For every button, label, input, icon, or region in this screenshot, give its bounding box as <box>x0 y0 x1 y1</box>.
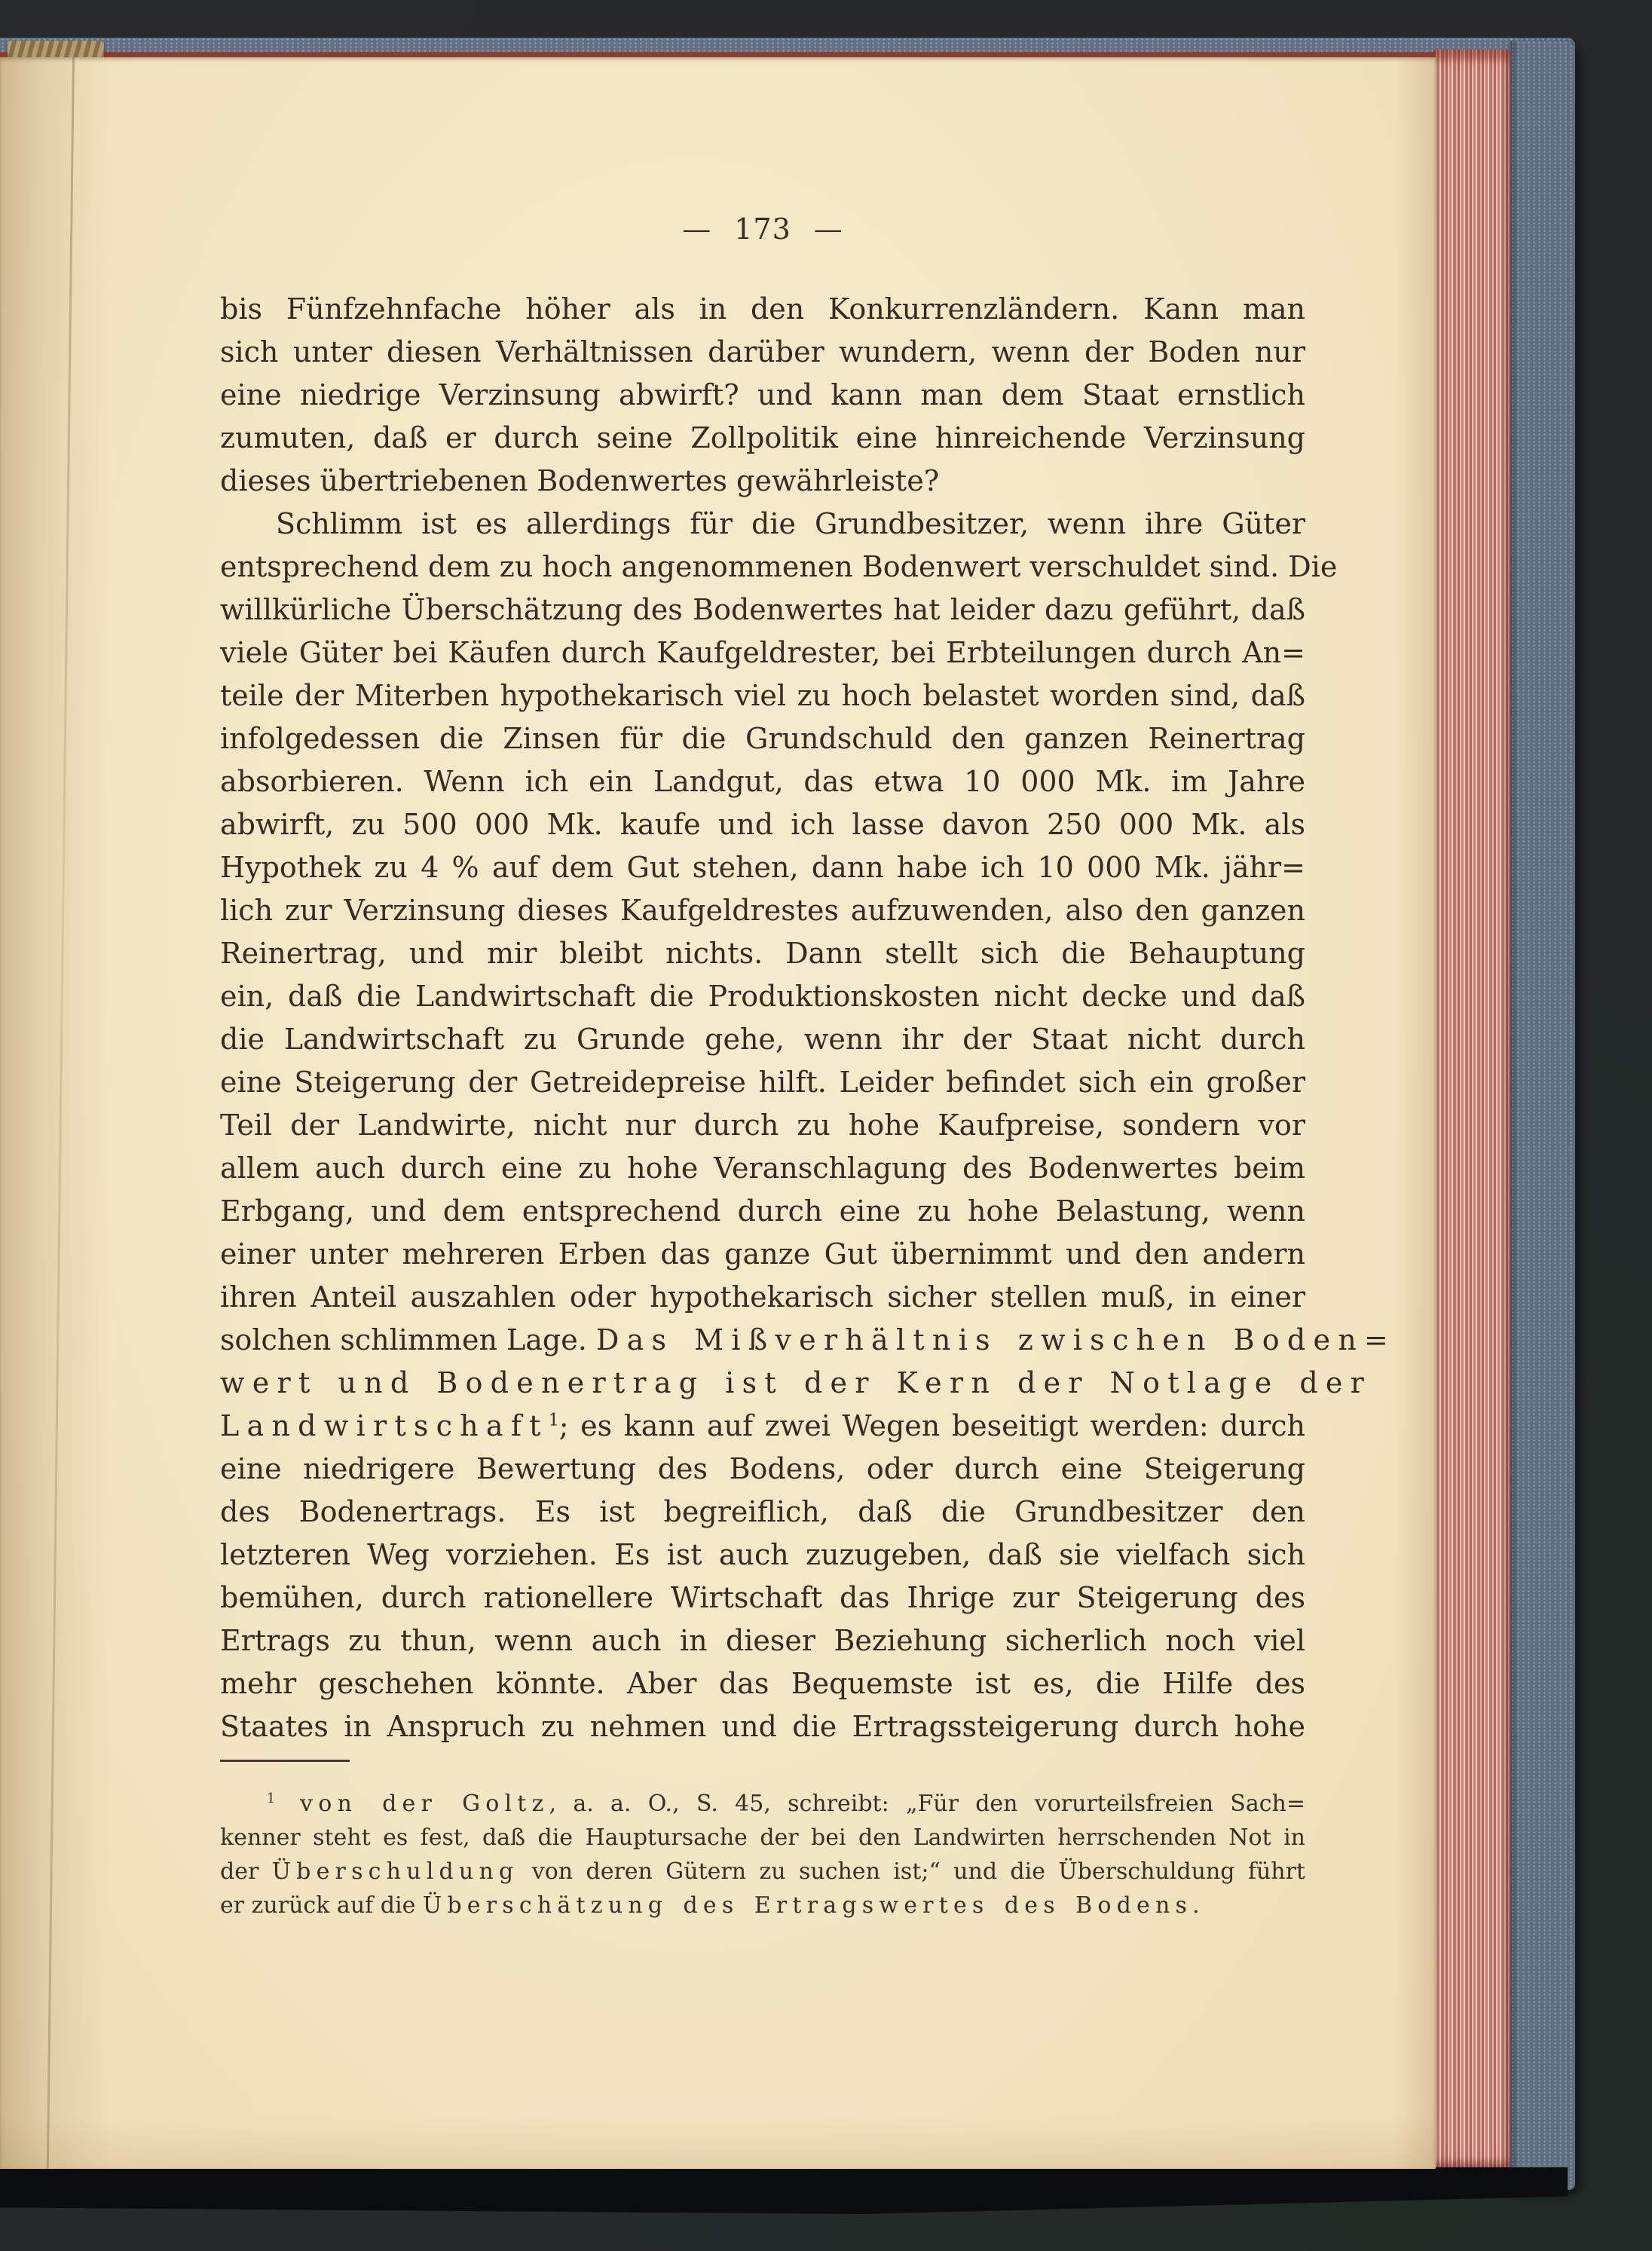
book-fore-edge-pages <box>1433 50 1510 2175</box>
page-number: 173 <box>734 213 791 246</box>
line-text: zumuten, daß er durch seine Zollpolitik eine hinreichende Verzinsung <box>220 421 1305 454</box>
line-text: bemühen, durch rationellere Wirtschaft das Ihrige zur Steigerung des <box>220 1581 1305 1614</box>
text-line <box>220 846 1305 889</box>
text-line <box>220 1319 1397 1362</box>
text-line <box>220 1104 1305 1147</box>
line-text: solchen schlimmen Lage. <box>220 1323 596 1356</box>
text-line <box>220 1705 1305 1748</box>
text-line <box>220 589 1305 632</box>
footnote-line <box>220 1889 1305 1922</box>
emphasized-spaced-text: Überschuldung <box>271 1858 519 1885</box>
line-text: bis Fünfzehnfache höher als in den Konkurrenzländern. Kann man <box>220 292 1305 326</box>
line-text: dieses übertriebenen Bodenwertes gewährleiste? <box>220 464 940 497</box>
text-line <box>220 760 1305 803</box>
line-text: allem auch durch eine zu hohe Veranschlagung des Bodenwertes beim <box>220 1151 1305 1185</box>
line-text: abwirft, zu 500 000 Mk. kaufe und ich lasse davon 250 000 Mk. als <box>220 808 1305 841</box>
line-text: eine Steigerung der Getreidepreise hilft. Leider befindet sich ein großer <box>220 1066 1305 1099</box>
book-cover-right-edge <box>1510 41 1575 2190</box>
book-page <box>0 57 1436 2169</box>
line-text: entsprechend dem zu hoch angenommenen Bodenwert verschuldet sind. Die <box>220 550 1338 583</box>
text-line <box>220 1276 1305 1319</box>
line-text: des Bodenertrags. Es ist begreiflich, daß die Grundbesitzer den <box>220 1495 1305 1528</box>
footnote-marker: 1 <box>267 1791 276 1806</box>
line-text: der <box>220 1858 272 1885</box>
emphasized-spaced-text: Landwirtschaft <box>220 1409 549 1442</box>
text-line <box>220 975 1305 1018</box>
line-text: ihren Anteil auszahlen oder hypothekarisch sicher stellen muß, in einer <box>220 1280 1305 1314</box>
text-line <box>220 717 1305 760</box>
text-line <box>220 803 1305 846</box>
line-text: er zurück auf die <box>220 1892 423 1919</box>
line-text: absorbieren. Wenn ich ein Landgut, das etwa 10 000 Mk. im Jahre <box>220 765 1305 798</box>
line-text: die Landwirtschaft zu Grunde gehe, wenn ihr der Staat nicht durch <box>220 1023 1305 1056</box>
text-line <box>220 546 1338 589</box>
emphasized-spaced-text: wert und Bodenertrag ist der Kern der Notlage der <box>220 1366 1372 1399</box>
line-text: letzteren Weg vorziehen. Es ist auch zuzugeben, daß sie vielfach sich <box>220 1538 1305 1571</box>
body-text <box>220 288 1397 1748</box>
text-line <box>220 1448 1305 1491</box>
page-header <box>220 213 1305 246</box>
line-text: Schlimm ist es allerdings für die Grundbesitzer, wenn ihre Güter <box>276 507 1305 540</box>
line-text: ; es kann auf zwei Wegen beseitigt werden: durch <box>558 1409 1305 1442</box>
text-line <box>220 1491 1305 1534</box>
text-line <box>220 1405 1305 1448</box>
header-dash-right: — <box>813 213 843 246</box>
text-line <box>220 374 1305 417</box>
gutter-crease <box>47 57 75 2169</box>
footnote-line <box>220 1821 1305 1855</box>
emphasized-spaced-text: von der Goltz <box>275 1791 549 1817</box>
footnote-separator <box>220 1760 350 1762</box>
line-text: sich unter diesen Verhältnissen darüber wundern, wenn der Boden nur <box>220 335 1305 369</box>
text-line <box>220 1018 1305 1061</box>
line-text: ein, daß die Landwirtschaft die Produktionskosten nicht decke und daß <box>220 980 1305 1013</box>
text-line <box>220 331 1305 374</box>
line-text: eine niedrige Verzinsung abwirft? und kann man dem Staat ernstlich <box>220 378 1305 411</box>
line-text: Hypothek zu 4 % auf dem Gut stehen, dann habe ich 10 000 Mk. jähr= <box>220 851 1305 884</box>
line-text: willkürliche Überschätzung des Bodenwertes hat leider dazu geführt, daß <box>220 593 1305 626</box>
text-line <box>220 417 1305 460</box>
emphasized-spaced-text: Überschätzung des Ertragswertes des Bodens <box>422 1892 1193 1919</box>
line-text: Ertrags zu thun, wenn auch in dieser Beziehung sicherlich noch viel <box>220 1624 1305 1657</box>
footnote <box>220 1787 1305 1922</box>
line-text: Teil der Landwirte, nicht nur durch zu hohe Kaufpreise, sondern vor <box>220 1109 1305 1142</box>
text-line <box>220 1534 1305 1577</box>
text-line <box>220 288 1305 331</box>
text-line <box>220 1362 1372 1405</box>
line-text: , a. a. O., S. 45, schreibt: „Für den vorurteilsfreien Sach= <box>549 1791 1305 1817</box>
text-line <box>220 632 1305 674</box>
footnote-line <box>220 1787 1305 1821</box>
header-dash-left: — <box>682 213 712 246</box>
line-text: lich zur Verzinsung dieses Kaufgeldrestes aufzuwenden, also den ganzen <box>220 894 1305 927</box>
page-bottom-shadow <box>0 2167 1568 2214</box>
line-text: eine niedrigere Bewertung des Bodens, oder durch eine Steigerung <box>220 1452 1305 1485</box>
footnote-reference-mark: 1 <box>548 1411 559 1430</box>
text-line <box>220 889 1305 932</box>
text-line <box>220 1577 1305 1619</box>
text-line <box>220 1147 1305 1190</box>
line-text: Staates in Anspruch zu nehmen und die Ertragssteigerung durch hohe <box>220 1710 1305 1743</box>
text-line-paragraph-start <box>220 503 1305 546</box>
line-text: mehr geschehen könnte. Aber das Bequemste ist es, die Hilfe des <box>220 1667 1305 1700</box>
footnote-line <box>220 1855 1305 1889</box>
emphasized-spaced-text: Das Mißverhältnis zwischen Boden= <box>595 1323 1397 1356</box>
line-text: teile der Miterben hypothekarisch viel zu hoch belastet worden sind, daß <box>220 679 1305 712</box>
text-line <box>220 1190 1305 1233</box>
line-text: Reinertrag, und mir bleibt nichts. Dann stellt sich die Behauptung <box>220 937 1305 970</box>
line-text: kenner steht es fest, daß die Hauptursache der bei den Landwirten herrschenden Not in <box>220 1824 1305 1851</box>
line-text: einer unter mehreren Erben das ganze Gut übernimmt und den andern <box>220 1237 1305 1271</box>
line-text: viele Güter bei Käufen durch Kaufgeldrester, bei Erbteilungen durch An= <box>220 636 1305 669</box>
text-line <box>220 460 1305 503</box>
line-text: von deren Gütern zu suchen ist;“ und die Überschuldung führt <box>519 1858 1305 1885</box>
text-line <box>220 1619 1305 1662</box>
text-line <box>220 1662 1305 1705</box>
line-text: infolgedessen die Zinsen für die Grundschuld den ganzen Reinertrag <box>220 722 1305 755</box>
text-line <box>220 674 1305 717</box>
line-text: Erbgang, und dem entsprechend durch eine zu hohe Belastung, wenn <box>220 1194 1305 1228</box>
text-line <box>220 932 1305 975</box>
line-text: . <box>1192 1892 1200 1919</box>
text-line <box>220 1233 1305 1276</box>
text-line <box>220 1061 1305 1104</box>
